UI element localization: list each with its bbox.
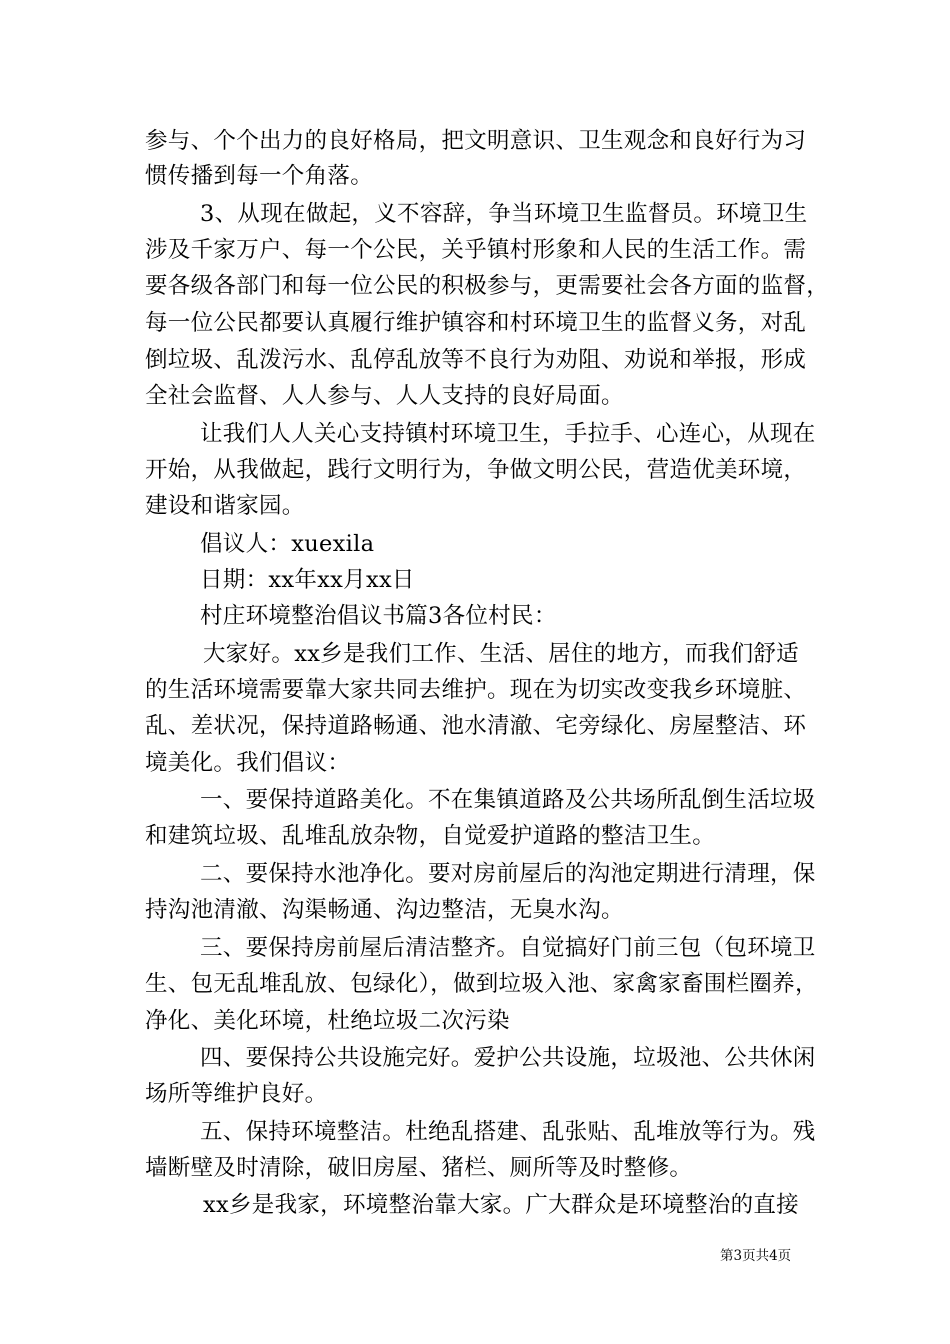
text-line: 持沟池清澈、沟渠畅通、沟边整洁，无臭水沟。 — [145, 897, 624, 923]
text-line: 让我们人人关心支持镇村环境卫生，手拉手、心连心，从现在 — [200, 421, 816, 447]
text-line: 要各级各部门和每一位公民的积极参与，更需要社会各方面的监督， — [145, 273, 830, 299]
text-line: 开始，从我做起，践行文明行为，争做文明公民，营造优美环境， — [145, 457, 807, 483]
text-line: 墙断壁及时清除，破旧房屋、猪栏、厕所等及时整修。 — [145, 1155, 693, 1181]
text-line: 生、包无乱堆乱放、包绿化），做到垃圾入池、家禽家畜围栏圈养， — [145, 971, 818, 997]
text-line: 全社会监督、人人参与、人人支持的良好局面。 — [145, 383, 624, 409]
text-line: 建设和谐家园。 — [145, 493, 305, 519]
text-line: 涉及千家万户、每一个公民，关乎镇村形象和人民的生活工作。需 — [145, 237, 807, 263]
text-line: 二、要保持水池净化。要对房前屋后的沟池定期进行清理，保 — [200, 861, 816, 887]
text-line: 大家好。xx乡是我们工作、生活、居住的地方，而我们舒适 — [203, 641, 799, 667]
text-line: 每一位公民都要认真履行维护镇容和村环境卫生的监督义务，对乱 — [145, 310, 807, 336]
text-line: 四、要保持公共设施完好。爱护公共设施，垃圾池、公共休闲 — [200, 1045, 816, 1071]
text-line: 的生活环境需要靠大家共同去维护。现在为切实改变我乡环境脏、 — [145, 677, 807, 703]
page-number: 第3页共4页 — [720, 1248, 792, 1264]
text-line: xx乡是我家，环境整治靠大家。广大群众是环境整治的直接 — [203, 1192, 799, 1218]
text-line: 一、要保持道路美化。不在集镇道路及公共场所乱倒生活垃圾 — [200, 787, 816, 813]
text-line: 场所等维护良好。 — [145, 1081, 328, 1107]
text-line: 村庄环境整治倡议书篇3各位村民： — [200, 603, 557, 629]
text-line: 参与、个个出力的良好格局，把文明意识、卫生观念和良好行为习 — [145, 128, 807, 154]
text-line: 境美化。我们倡议： — [145, 750, 351, 776]
text-line: 乱、差状况，保持道路畅通、池水清澈、宅旁绿化、房屋整洁、环 — [145, 713, 807, 739]
text-line: 和建筑垃圾、乱堆乱放杂物，自觉爱护道路的整洁卫生。 — [145, 823, 716, 849]
text-line: 3、从现在做起，义不容辞，争当环境卫生监督员。环境卫生 — [200, 201, 808, 227]
text-line: 五、保持环境整洁。杜绝乱搭建、乱张贴、乱堆放等行为。残 — [200, 1119, 816, 1145]
text-line: 三、要保持房前屋后清洁整齐。自觉搞好门前三包（包环境卫 — [200, 935, 816, 961]
text-line: 倒垃圾、乱泼污水、乱停乱放等不良行为劝阻、劝说和举报，形成 — [145, 347, 807, 373]
text-line: 净化、美化环境，杜绝垃圾二次污染 — [145, 1008, 510, 1034]
text-line: 惯传播到每一个角落。 — [145, 163, 374, 189]
text-line: 日期：xx年xx月xx日 — [200, 567, 415, 593]
text-line: 倡议人：xuexila — [200, 531, 375, 557]
